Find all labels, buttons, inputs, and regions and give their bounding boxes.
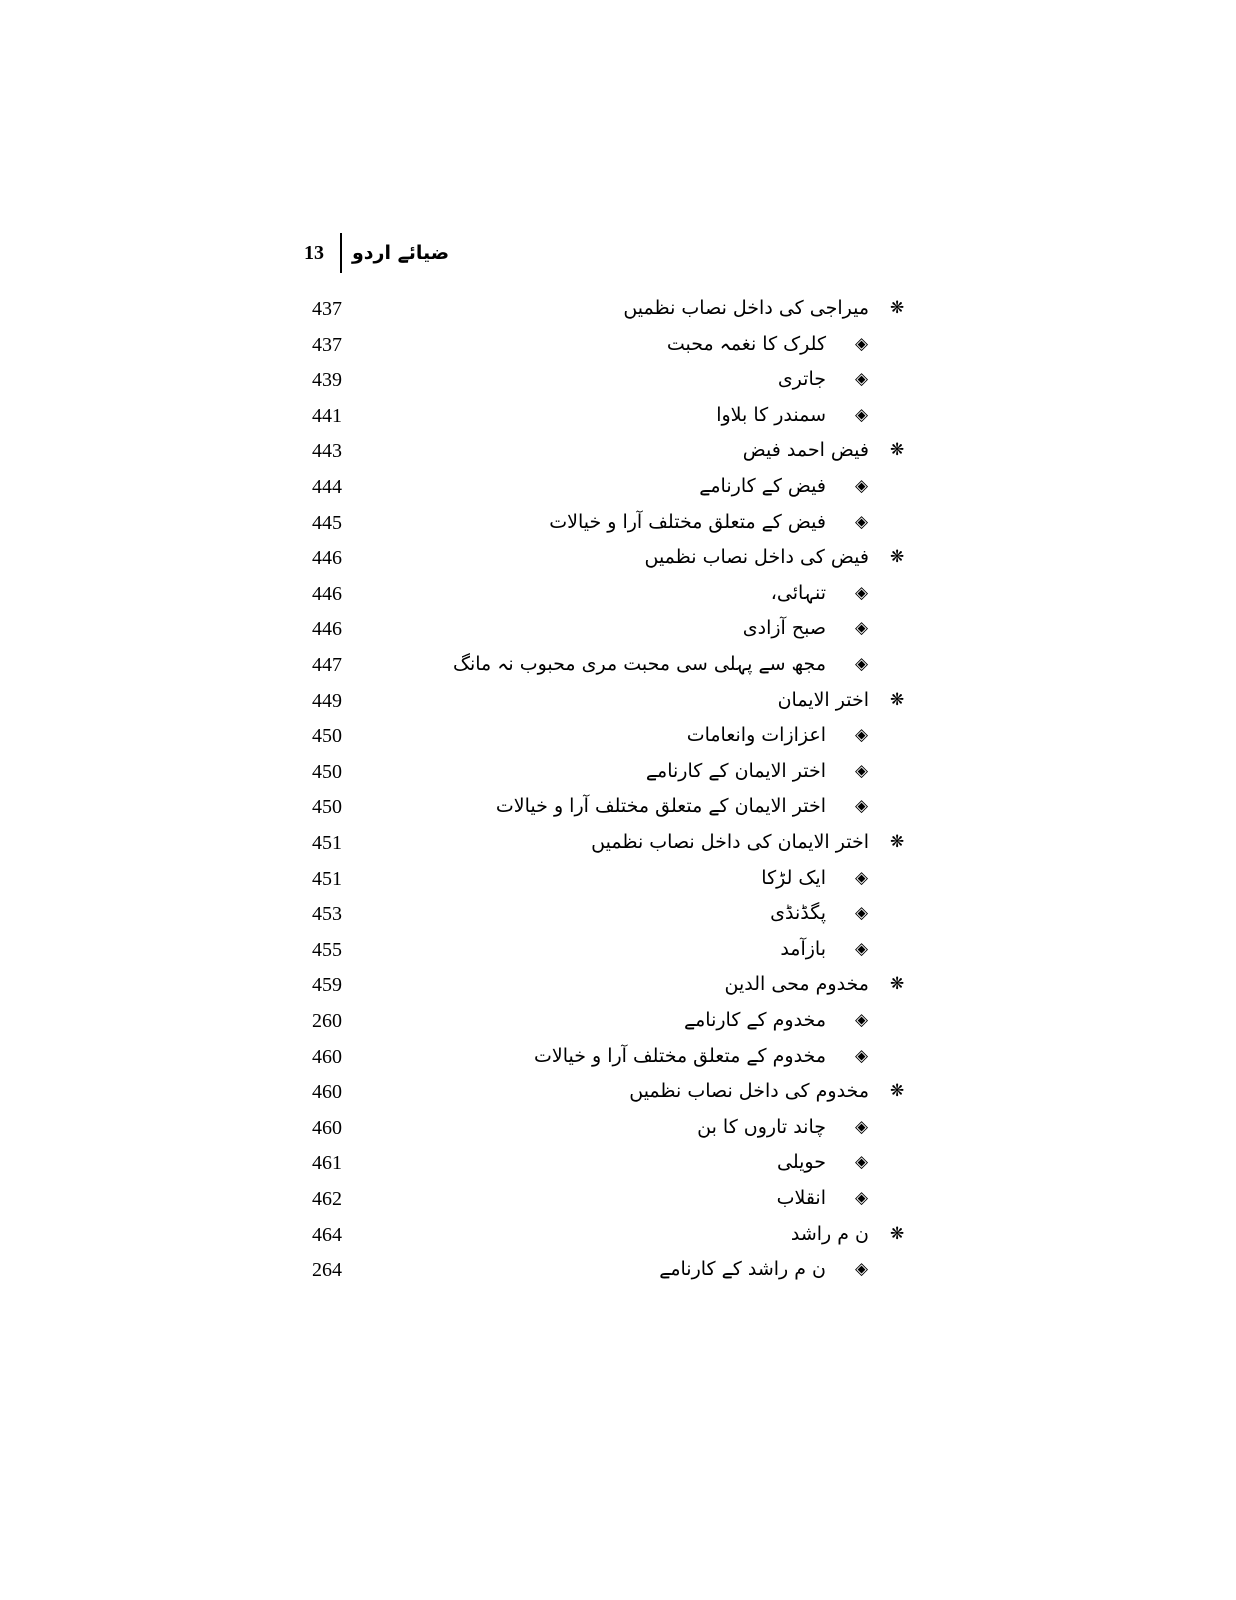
diamond-bullet-icon: ◈ [855,1116,869,1137]
toc-heading-row [0,684,1236,720]
toc-entry-row [0,1146,1236,1182]
toc-page-number: 451 [312,832,342,854]
toc-title: مجھ سے پہلی سی محبت مری محبوب نہ مانگ [452,653,826,675]
toc-heading-row [0,541,1236,577]
asterism-bullet-icon: ❋ [890,1081,905,1102]
running-header [304,232,449,274]
toc-page-number: 445 [312,511,342,534]
toc-page-number: 450 [312,725,342,748]
header-divider [340,233,342,273]
toc-heading-row [0,1218,1236,1254]
toc-page-number: 462 [312,1188,342,1210]
toc-page-number: 460 [312,1116,342,1139]
toc-page-number: 459 [312,974,342,997]
toc-page-number: 437 [312,298,342,320]
toc-entry-row [0,328,1236,364]
asterism-bullet-icon: ❋ [890,974,905,995]
toc-entry-row [0,399,1236,435]
toc-heading-row [0,434,1236,470]
diamond-bullet-icon: ◈ [855,1010,869,1030]
toc-entry-row [0,1040,1236,1076]
toc-title: تنہائی، [770,581,826,604]
toc-page-number: 441 [312,404,342,427]
book-title: ضیائے اردو [352,242,450,264]
toc-title: مخدوم کے کارنامے [683,1009,826,1031]
asterism-bullet-icon: ❋ [890,298,905,318]
toc-entry-row [0,862,1236,898]
toc-title: اختر الایمان کی داخل نصاب نظمیں [591,831,869,853]
toc-page-number: 260 [312,1010,342,1032]
toc-page-number: 446 [312,618,342,641]
toc-page-number: 449 [312,689,342,712]
toc-entry-row [0,897,1236,933]
toc-title: جاتری [777,368,826,391]
diamond-bullet-icon: ◈ [855,725,869,746]
toc-entry-row [0,1182,1236,1218]
toc-title: مخدوم کے متعلق مختلف آرا و خیالات [533,1044,826,1067]
asterism-bullet-icon: ❋ [890,689,905,710]
toc-title: بازآمد [780,937,826,960]
toc-heading-row [0,826,1236,862]
diamond-bullet-icon: ◈ [855,867,869,888]
toc-title: چاند تاروں کا بن [697,1115,826,1138]
diamond-bullet-icon: ◈ [855,476,869,496]
toc-entry-row [0,577,1236,613]
toc-entry-row [0,790,1236,826]
toc-heading-row [0,292,1236,328]
toc-page-number: 444 [312,476,342,498]
toc-entry-row [0,612,1236,648]
toc-page-number: 446 [312,547,342,570]
toc-title: اختر الایمان کے کارنامے [645,759,826,782]
diamond-bullet-icon: ◈ [855,1188,869,1208]
toc-title: اختر الایمان [777,688,869,711]
toc-title: فیض احمد فیض [742,439,869,462]
toc-page-number: 437 [312,333,342,356]
diamond-bullet-icon: ◈ [855,404,869,425]
toc-page-number: 264 [312,1259,342,1282]
diamond-bullet-icon: ◈ [855,938,869,959]
toc-title: انقلاب [776,1187,826,1209]
toc-page-number: 461 [312,1152,342,1175]
toc-entry-row [0,470,1236,506]
diamond-bullet-icon: ◈ [855,654,869,674]
toc-page-number: 446 [312,582,342,605]
toc-page-number: 450 [312,796,342,819]
toc-entry-row [0,719,1236,755]
toc-page-number: 460 [312,1045,342,1068]
toc-title: پگڈنڈی [770,902,826,925]
diamond-bullet-icon: ◈ [855,582,869,603]
toc-title: سمندر کا بلاوا [716,403,826,426]
asterism-bullet-icon: ❋ [890,1223,905,1244]
toc-page-number: 450 [312,760,342,783]
toc-page-number: 455 [312,938,342,961]
toc-title: صبح آزادی [742,617,826,640]
diamond-bullet-icon: ◈ [855,618,869,639]
toc-heading-row [0,1075,1236,1111]
diamond-bullet-icon: ◈ [855,760,869,781]
toc-title: فیض کے کارنامے [699,475,826,497]
toc-page-number: 447 [312,654,342,676]
toc-title: میراجی کی داخل نصاب نظمیں [623,297,869,319]
toc-entry-row [0,755,1236,791]
diamond-bullet-icon: ◈ [855,333,869,354]
toc-entry-row [0,648,1236,684]
toc-page-number: 453 [312,903,342,926]
toc-title: ن م راشد کے کارنامے [659,1258,826,1281]
toc-title: فیض کے متعلق مختلف آرا و خیالات [549,510,826,533]
diamond-bullet-icon: ◈ [855,1045,869,1066]
asterism-bullet-icon: ❋ [890,547,905,568]
toc-entry-row [0,1004,1236,1040]
toc-title: حویلی [777,1151,826,1174]
toc-title: اعزازات وانعامات [686,724,826,747]
toc-entry-row [0,933,1236,969]
toc-title: مخدوم محی الدین [724,973,869,996]
toc-title: اختر الایمان کے متعلق مختلف آرا و خیالات [495,795,826,818]
toc-entry-row [0,1111,1236,1147]
diamond-bullet-icon: ◈ [855,1259,869,1280]
diamond-bullet-icon: ◈ [855,903,869,924]
diamond-bullet-icon: ◈ [855,369,869,390]
asterism-bullet-icon: ❋ [890,832,905,852]
diamond-bullet-icon: ◈ [855,796,869,817]
toc-page-number: 439 [312,369,342,392]
toc-title: مخدوم کی داخل نصاب نظمیں [629,1080,869,1103]
toc-page-number: 443 [312,440,342,463]
diamond-bullet-icon: ◈ [855,511,869,532]
toc-page-number: 460 [312,1081,342,1104]
toc-title: فیض کی داخل نصاب نظمیں [644,546,869,569]
toc-title: ن م راشد [790,1222,869,1245]
toc-page-number: 451 [312,867,342,890]
toc-entry-row [0,363,1236,399]
diamond-bullet-icon: ◈ [855,1152,869,1173]
toc-entry-row [0,1253,1236,1289]
toc-entry-row [0,506,1236,542]
toc-title: ایک لڑکا [761,866,826,889]
asterism-bullet-icon: ❋ [890,440,905,461]
toc-heading-row [0,968,1236,1004]
toc-page-number: 464 [312,1223,342,1246]
toc-title: کلرک کا نغمہ محبت [666,332,826,355]
page-number: 13 [304,241,324,264]
